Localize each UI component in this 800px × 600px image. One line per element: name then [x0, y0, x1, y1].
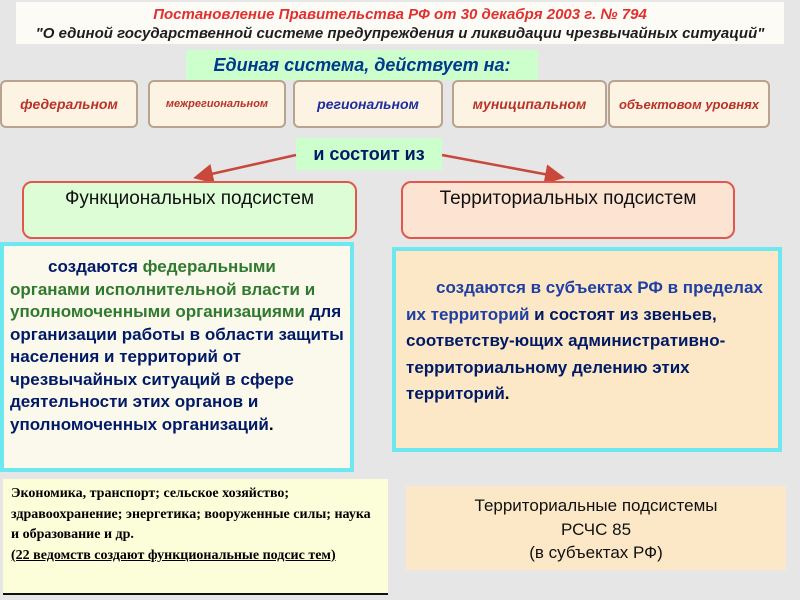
territorial-summary: [406, 486, 786, 570]
decree-title-line2: "О единой государственной системе предупреждения и ликвидации чрезвычайных ситуаций": [35, 25, 765, 42]
functional-examples: [3, 479, 388, 595]
territorial-summary-line3: (в субъектах РФ): [529, 543, 663, 562]
consists-of-label: и состоит из: [296, 138, 442, 170]
decree-title-line1: Постановление Правительства РФ от 30 декабря 2003 г. № 794: [153, 6, 647, 23]
level-municipal: муниципальном: [452, 80, 607, 128]
functional-examples-text: Экономика, транспорт; сельское хозяйство; здравоохранение; энергетика; вооруженные силы; наука и образование и др.: [11, 486, 371, 542]
territorial-description: [392, 247, 782, 452]
territorial-summary-line1: Территориальные подсистемы: [474, 496, 718, 515]
decree-title: [16, 2, 784, 44]
level-object: объектовом уровнях: [608, 80, 770, 128]
functional-examples-note: (22 ведомств создают функциональные подсис тем): [11, 547, 336, 563]
territorial-subsystems-box: Территориальных подсистем: [401, 181, 735, 239]
functional-desc-part2: федеральными органами исполнительной власти и уполномоченными организациями: [10, 257, 316, 321]
functional-desc-part1: создаются: [48, 257, 143, 276]
level-federal: федеральном: [0, 80, 138, 128]
functional-desc-part3: для организации работы в области защиты населения и территорий от чрезвычайных ситуаций в сфере деятельности этих органов и уполномоченных организаций: [10, 302, 344, 434]
functional-desc-part4: .: [268, 414, 274, 434]
system-header: Единая система, действует на:: [186, 50, 538, 80]
arrow-right: [442, 155, 560, 177]
functional-subsystems-box: Функциональных подсистем: [22, 181, 357, 239]
level-interregional: межрегиональном: [148, 80, 286, 128]
territorial-desc-part2: и состоят из звеньев, соответству-ющих административно-территориальному делению этих территорий: [406, 304, 726, 403]
functional-description: [0, 242, 354, 472]
level-regional: региональном: [293, 80, 443, 128]
arrow-left: [198, 155, 296, 177]
territorial-desc-part3: .: [504, 384, 510, 403]
territorial-desc-part1: создаются в субъектах РФ в пределах их территорий: [406, 278, 763, 324]
territorial-summary-line2: РСЧС 85: [560, 519, 632, 539]
